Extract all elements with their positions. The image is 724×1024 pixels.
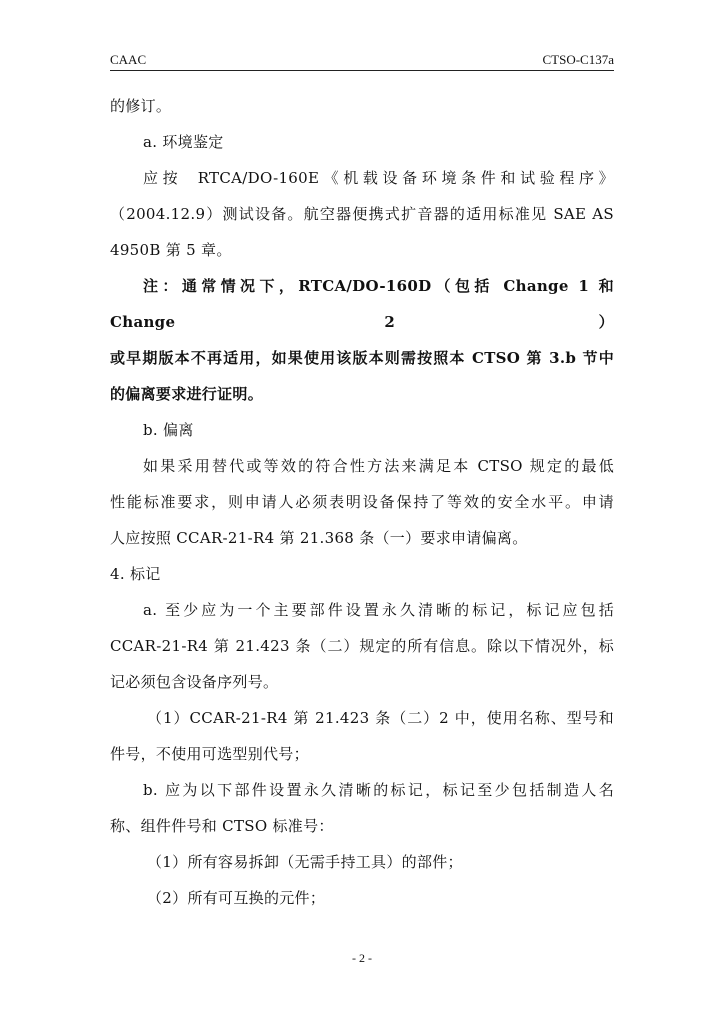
section-heading-b: b. 偏离 xyxy=(143,421,194,439)
text-line: 称、组件件号和 CTSO 标准号： xyxy=(110,817,334,835)
note-line: 或早期版本不再适用，如果使用该版本则需按照本 CTSO 第 3.b 节中 xyxy=(110,349,614,367)
text-line: 件号，不使用可选型别代号； xyxy=(110,745,309,763)
page-number: - 2 - xyxy=(352,951,372,965)
header-doc-id: CTSO-C137a xyxy=(542,52,614,67)
text-line: 4950B 第 5 章。 xyxy=(110,241,232,259)
section-heading-a: a. 环境鉴定 xyxy=(143,133,224,151)
text-line: b. 应为以下部件设置永久清晰的标记，标记至少包括制造人名 xyxy=(143,781,614,799)
section-heading-4: 4. 标记 xyxy=(110,565,161,583)
list-item: （1）所有容易拆卸（无需手持工具）的部件； xyxy=(147,853,463,871)
text-line: 应按 RTCA/DO-160E《机载设备环境条件和试验程序》 xyxy=(143,169,614,187)
text-line: 性能标准要求，则申请人必须表明设备保持了等效的安全水平。申请 xyxy=(110,493,614,511)
text-line: 人应按照 CCAR-21-R4 第 21.368 条（一）要求申请偏离。 xyxy=(110,529,528,547)
note-line: 的偏离要求进行证明。 xyxy=(110,385,264,403)
text-line: （2004.12.9）测试设备。航空器便携式扩音器的适用标准见 SAE AS xyxy=(110,205,614,223)
text-line: a. 至少应为一个主要部件设置永久清晰的标记，标记应包括 xyxy=(143,601,614,619)
note-line: 注：通常情况下，RTCA/DO-160D（包括 Change 1 和 Change 2） xyxy=(110,277,614,331)
page-header xyxy=(110,52,614,71)
text-line: 记必须包含设备序列号。 xyxy=(110,673,279,691)
document-body xyxy=(110,88,614,916)
text-line: 如果采用替代或等效的符合性方法来满足本 CTSO 规定的最低 xyxy=(143,457,614,475)
list-item: （2）所有可互换的元件； xyxy=(147,889,326,907)
header-org: CAAC xyxy=(110,52,147,67)
text-line: CCAR-21-R4 第 21.423 条（二）规定的所有信息。除以下情况外，标 xyxy=(110,637,614,655)
text-line: 的修订。 xyxy=(110,97,172,115)
text-line: （1）CCAR-21-R4 第 21.423 条（二）2 中，使用名称、型号和 xyxy=(147,709,614,727)
